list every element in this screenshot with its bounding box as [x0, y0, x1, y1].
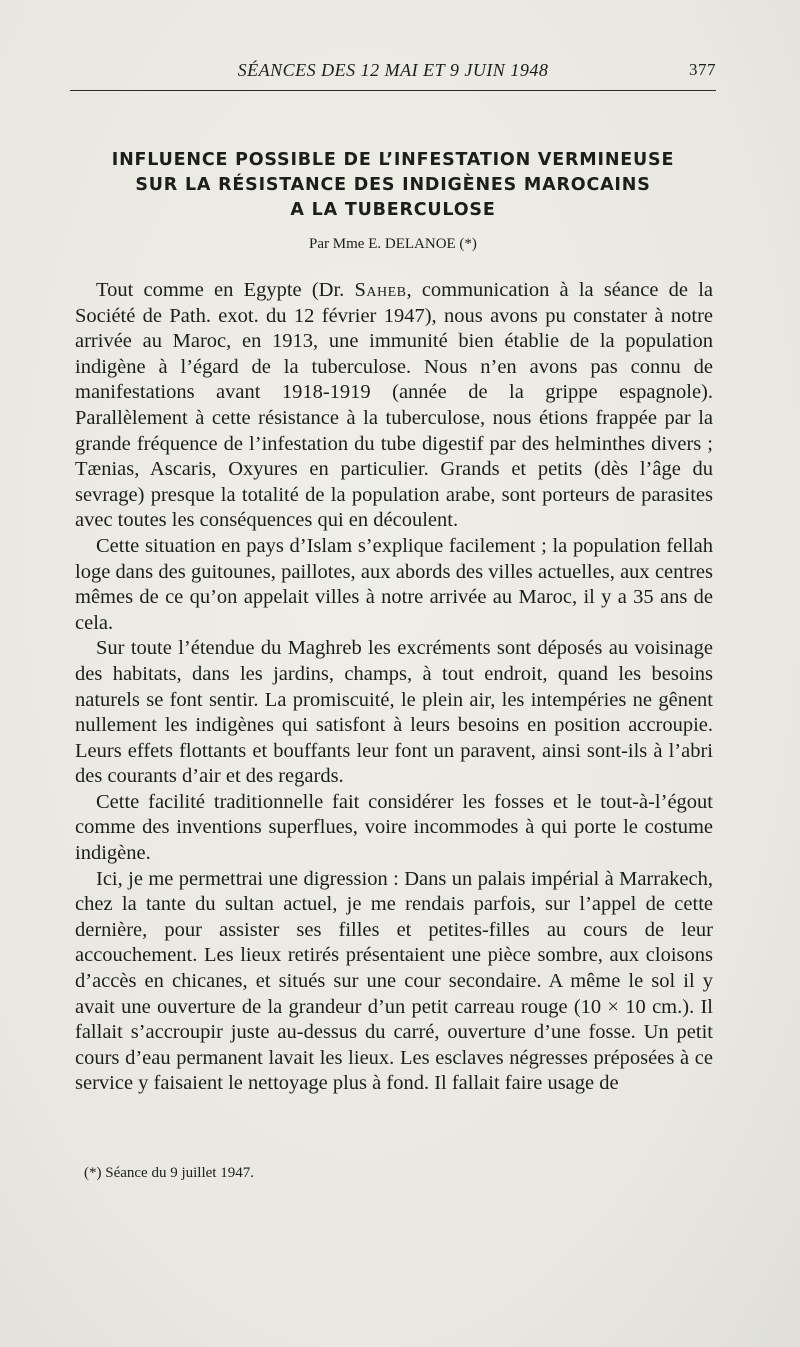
paragraph: Cette facilité traditionnelle fait considérer les fosses et le tout-à-l’égout comme des inventions superflues, voire incommodes à qui porte le costume indigène. [75, 790, 713, 865]
paragraph-text: Tout comme en Egypte (Dr. [96, 279, 355, 301]
title-line: A LA TUBERCULOSE [290, 200, 496, 220]
author-byline: Par Mme E. DELANOE (*) [309, 236, 477, 252]
running-header [70, 56, 716, 91]
paragraph [75, 278, 713, 534]
running-title: SÉANCES DES 12 MAI ET 9 JUIN 1948 [237, 60, 549, 80]
footnote: (*) Séance du 9 juillet 1947. [84, 1165, 254, 1181]
author-citation-name: Saheb [354, 279, 407, 301]
page-number: 377 [689, 60, 716, 79]
title-line: INFLUENCE POSSIBLE DE L’INFESTATION VERMINEUSE [111, 150, 675, 170]
paragraph: Sur toute l’étendue du Maghreb les excréments sont déposés au voisinage des habitats, dans les jardins, champs, à tout endroit, quand les besoins naturels se font sentir. La promiscuité, le plein air, les intempéries ne gênent nullement les indigènes qui satisfont à leurs besoins en position accroupie. Leurs effets flottants et bouffants leur font un paravent, ainsi sont-ils à l’abri des courants d’air et des regards. [75, 637, 713, 788]
title-line: SUR LA RÉSISTANCE DES INDIGÈNES MAROCAINS [135, 175, 651, 195]
article-title [70, 148, 716, 223]
paragraph-text: , communication à la séance de la Société de Path. exot. du 12 février 1947), nous avons pu constater à notre arrivée au Maroc, en 1913, une immunité bien établie de la population indigène à l’égard de la tuberculose. Nous n’en avons pas connu de manifestations avant 1918-1919 (année de la grippe espagnole). Parallèlement à cette résistance à la tuberculose, nous étions frappée par la grande fréquence de l’infestation du tube digestif par des helminthes divers ; Tænias, Ascaris, Oxyures en particulier. Grands et petits (dès l’âge du sevrage) presque la totalité de la population arabe, sont porteurs de parasites avec toutes les conséquences qui en découlent. [75, 279, 713, 532]
paragraph: Ici, je me permettrai une digression : Dans un palais impérial à Marrakech, chez la tante du sultan actuel, je me rendais parfois, sur l’appel de cette dernière, pour assister ses filles et petites-filles au cours de leur accouchement. Les lieux retirés présentaient une pièce sombre, aux cloisons d’accès en chicanes, et situés sur une cour secondaire. A même le sol il y avait une ouverture de la grandeur d’un petit carreau rouge (10 × 10 cm.). Il fallait s’accroupir juste au-dessus du carré, ouverture d’une fosse. Un petit cours d’eau permanent lavait les lieux. Les esclaves négresses préposées à ce service y faisaient le nettoyage plus à fond. Il fallait faire usage de [75, 867, 713, 1095]
paragraph: Cette situation en pays d’Islam s’explique facilement ; la population fellah loge dans des guitounes, paillotes, aux abords des villes actuelles, aux centres mêmes de ce qu’on appelait villes à notre arrivée au Maroc, il y a 35 ans de cela. [75, 534, 713, 634]
article-body [75, 278, 713, 1097]
